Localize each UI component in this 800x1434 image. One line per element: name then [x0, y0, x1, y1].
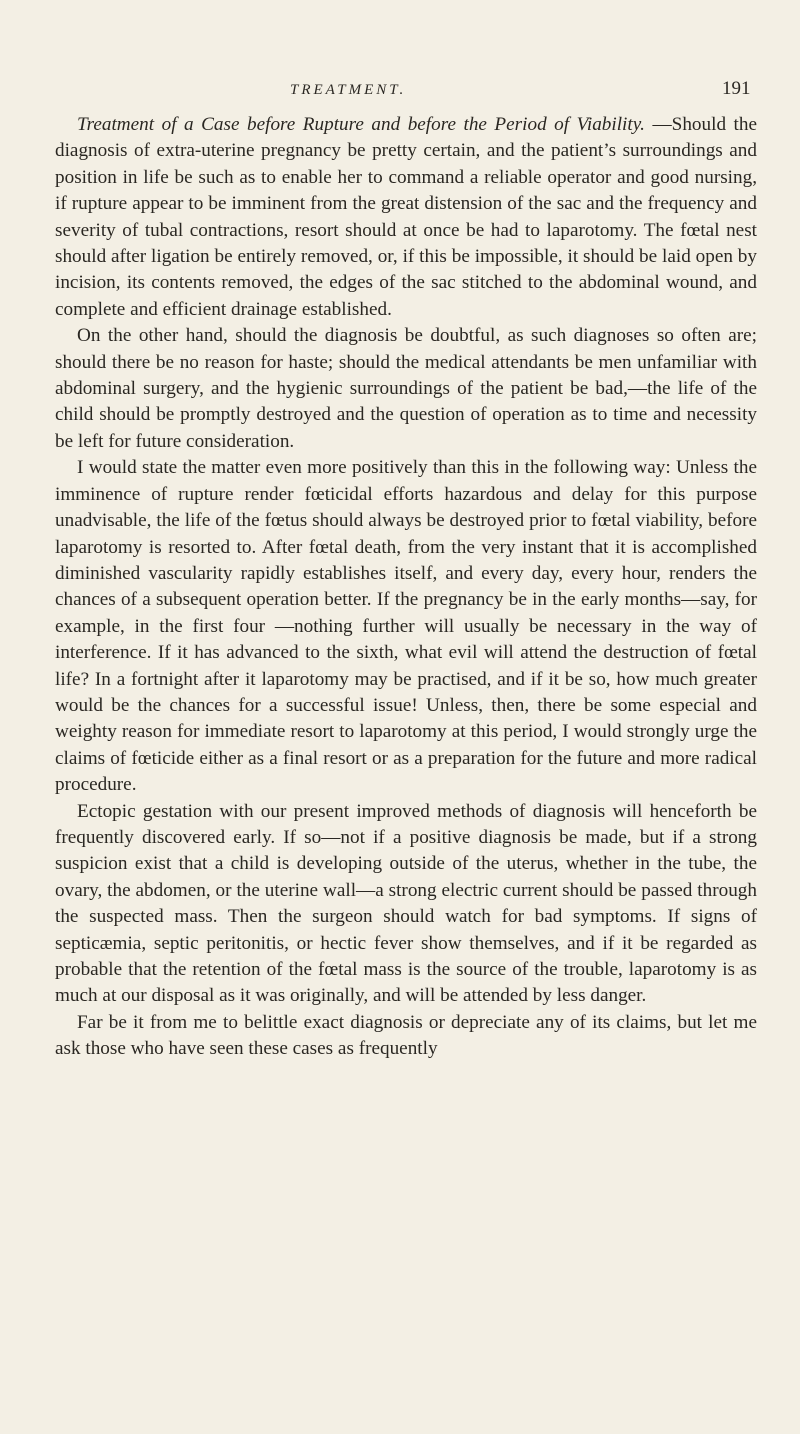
running-title: TREATMENT. [290, 82, 407, 98]
paragraph-4: Ectopic gestation with our present improved methods of diagnosis will henceforth be frequently discovered early. If so—not if a positive diagnosis be made, but if a strong suspicion exist that a child is developing outside of the uterus, whether in the tube, the ovary, the abdomen, or the uterine wall—a strong electric current should be passed through the suspected mass. Then the surgeon should watch for bad symptoms. If signs of septicæmia, septic peritonitis, or hectic fever show themselves, and if it be regarded as probable that the retention of the fœtal mass is the source of the trouble, laparotomy is as much at our disposal as it was originally, and will be attended by less danger. [55, 800, 757, 1007]
body-text [55, 112, 757, 1063]
section-lead-text: —Should the diagnosis of extra-uterine pregnancy be pretty certain, and the patient’s surroundings and position in life be such as to enable her to command a reliable operator and good nursing, if rupture appear to be imminent from the great distension of the sac and the frequency and severity of tubal contractions, resort should at once be had to laparotomy. The fœtal nest should after ligation be entirely removed, or, if this be impossible, it should be laid open by incision, its contents removed, the edges of the sac stitched to the abdominal wound, and complete and efficient drainage established. [55, 114, 757, 320]
paragraph-3: I would state the matter even more positively than this in the following way: Unless the imminence of rupture render fœticidal efforts hazardous and delay for this purpose unadvisable, the life of the fœtus should always be destroyed prior to fœtal viability, before laparotomy is resorted to. After fœtal death, from the very instant that it is accomplished diminished vascularity rapidly establishes itself, and every day, every hour, renders the chances of a subsequent operation better. If the pregnancy be in the early months—say, for example, in the first four —nothing further will usually be necessary in the way of interference. If it has advanced to the sixth, what evil will attend the destruction of fœtal life? In a fortnight after it laparotomy may be practised, and if it be so, how much greater would be the chances for a successful issue! Unless, then, there be some especial and weighty reason for immediate resort to laparotomy at this period, I would strongly urge the claims of fœticide either as a final resort or as a preparation for the future and more radical procedure. [55, 457, 757, 796]
paragraph-1 [55, 112, 757, 323]
section-heading: Treatment of a Case before Rupture and before the Period of Viability. [77, 114, 645, 135]
paragraph-2: On the other hand, should the diagnosis be doubtful, as such diagnoses so often are; should there be no reason for haste; should the medical attendants be men unfamiliar with abdominal surgery, and the hygienic surroundings of the patient be bad,—the life of the child should be promptly destroyed and the question of operation as to time and necessity be left for future consideration. [55, 325, 757, 452]
running-head [0, 0, 800, 99]
paragraph-5: Far be it from me to belittle exact diagnosis or depreciate any of its claims, but let me ask those who have seen these cases as frequently [55, 1011, 757, 1060]
page-number: 191 [722, 78, 751, 99]
